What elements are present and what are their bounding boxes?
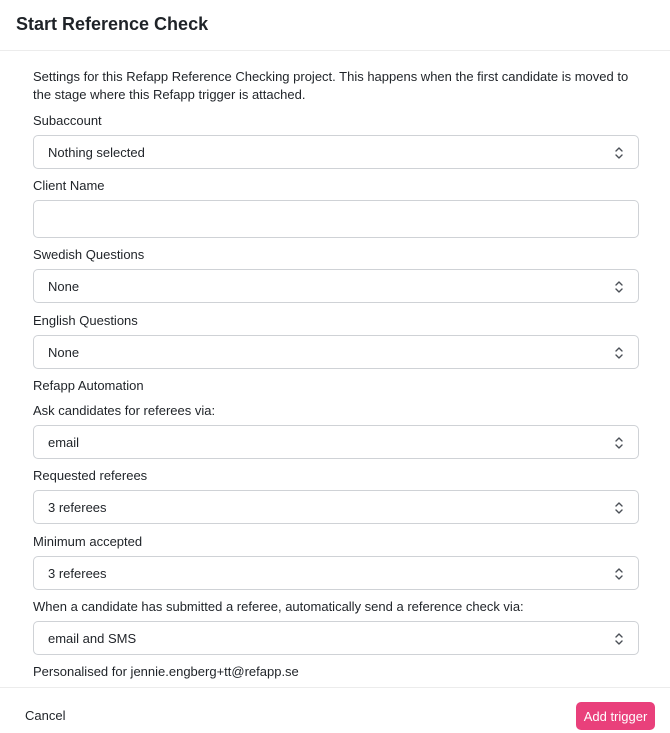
ask-referees-select[interactable] (33, 425, 639, 459)
requested-referees-select[interactable] (33, 490, 639, 524)
add-trigger-button[interactable]: Add trigger (576, 702, 655, 730)
requested-referees-label: Requested referees (33, 468, 148, 483)
client-name-input[interactable] (33, 200, 639, 238)
send-check-label: When a candidate has submitted a referee, automatically send a reference check via: (33, 599, 524, 614)
cancel-button[interactable]: Cancel (25, 708, 66, 723)
swedish-questions-label: Swedish Questions (33, 247, 145, 262)
send-check-value: email and SMS (48, 631, 137, 646)
chevron-up-down-icon (614, 345, 624, 361)
chevron-up-down-icon (614, 500, 624, 516)
client-name-label: Client Name (33, 178, 105, 193)
minimum-accepted-label: Minimum accepted (33, 534, 143, 549)
english-questions-label: English Questions (33, 313, 138, 328)
dialog-description: Settings for this Refapp Reference Checking project. This happens when the first candidate is moved to the stage where this Refapp trigger is attached. (33, 69, 629, 102)
chevron-up-down-icon (614, 145, 624, 161)
chevron-up-down-icon (614, 279, 624, 295)
dialog-footer (0, 687, 670, 733)
automation-heading: Refapp Automation (33, 378, 144, 393)
requested-referees-value: 3 referees (48, 500, 107, 515)
chevron-up-down-icon (614, 435, 624, 451)
english-questions-select[interactable] (33, 335, 639, 369)
dialog-title: Start Reference Check (16, 14, 209, 34)
ask-referees-label: Ask candidates for referees via: (33, 403, 216, 418)
ask-referees-value: email (48, 435, 80, 450)
send-check-select[interactable] (33, 621, 639, 655)
subaccount-select[interactable] (33, 135, 639, 169)
subaccount-value: Nothing selected (48, 145, 145, 160)
personalised-for-text: Personalised for jennie.engberg+tt@refapp.se (33, 664, 299, 679)
dialog-header (0, 0, 670, 51)
minimum-accepted-select[interactable] (33, 556, 639, 590)
swedish-questions-value: None (48, 279, 80, 294)
english-questions-value: None (48, 345, 80, 360)
swedish-questions-select[interactable] (33, 269, 639, 303)
chevron-up-down-icon (614, 566, 624, 582)
subaccount-label: Subaccount (33, 113, 102, 128)
minimum-accepted-value: 3 referees (48, 566, 107, 581)
chevron-up-down-icon (614, 631, 624, 647)
